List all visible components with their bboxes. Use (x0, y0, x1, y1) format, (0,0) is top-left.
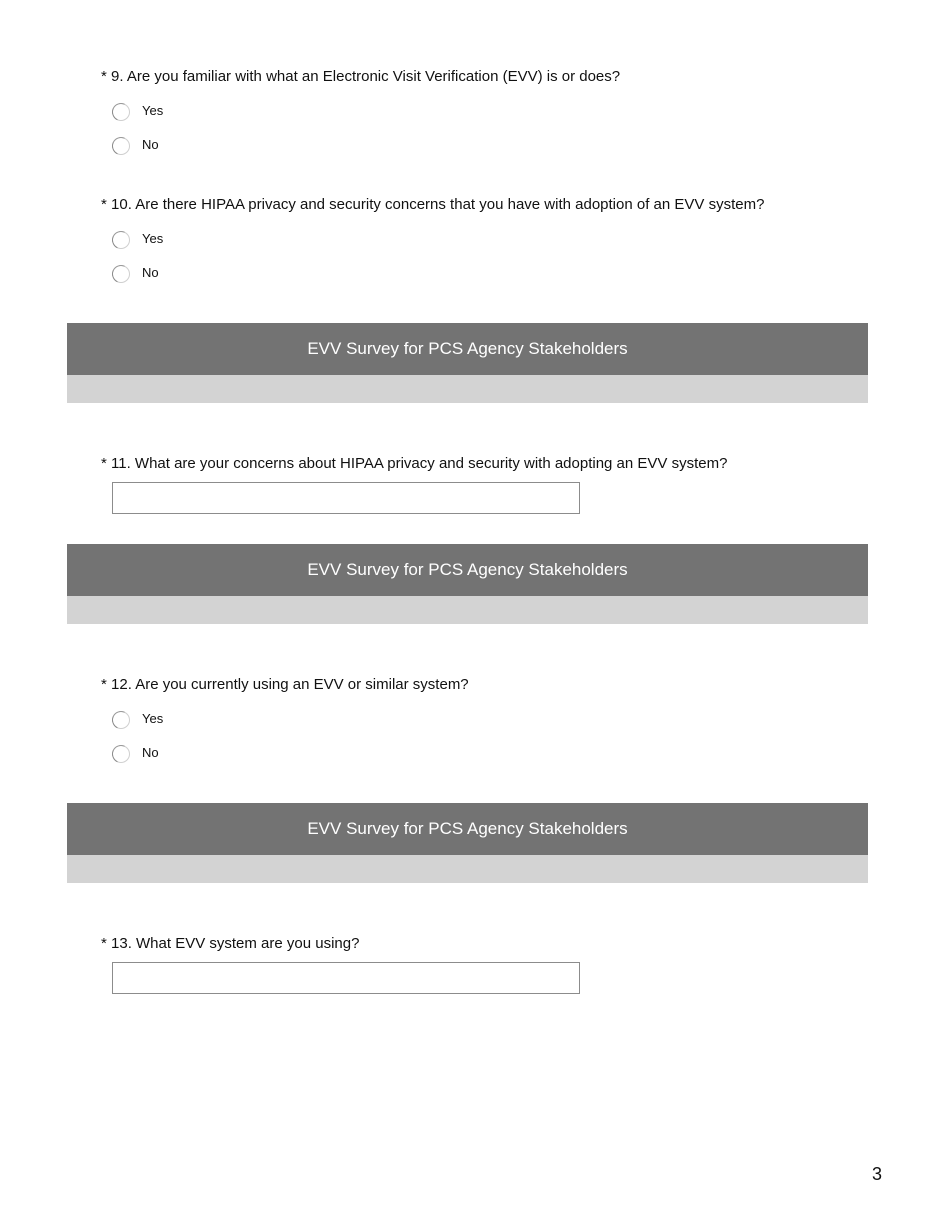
section-banner: EVV Survey for PCS Agency Stakeholders (67, 544, 868, 596)
q10-yes-radio[interactable] (112, 231, 130, 249)
question-10: * 10. Are there HIPAA privacy and security concerns that you have with adoption of an EVV system? (101, 196, 765, 213)
section-banner: EVV Survey for PCS Agency Stakeholders (67, 323, 868, 375)
q12-yes-label: Yes (142, 711, 164, 726)
q10-no-radio[interactable] (112, 265, 130, 283)
q12-yes-radio[interactable] (112, 711, 130, 729)
section-subbar (67, 375, 868, 403)
q9-no-label: No (142, 137, 159, 152)
q11-text-input[interactable] (112, 482, 580, 514)
question-13: * 13. What EVV system are you using? (101, 935, 360, 952)
section-banner: EVV Survey for PCS Agency Stakeholders (67, 803, 868, 855)
q10-yes-label: Yes (142, 231, 164, 246)
question-11: * 11. What are your concerns about HIPAA privacy and security with adopting an EVV system? (101, 455, 728, 472)
q10-no-label: No (142, 265, 159, 280)
q12-no-label: No (142, 745, 159, 760)
section-subbar (67, 855, 868, 883)
q9-yes-radio[interactable] (112, 103, 130, 121)
section-subbar (67, 596, 868, 624)
question-12: * 12. Are you currently using an EVV or similar system? (101, 676, 469, 693)
q12-no-radio[interactable] (112, 745, 130, 763)
q13-text-input[interactable] (112, 962, 580, 994)
q9-no-radio[interactable] (112, 137, 130, 155)
page-number: 3 (872, 1164, 883, 1184)
q9-yes-label: Yes (142, 103, 164, 118)
question-9: * 9. Are you familiar with what an Electronic Visit Verification (EVV) is or does? (101, 68, 621, 85)
